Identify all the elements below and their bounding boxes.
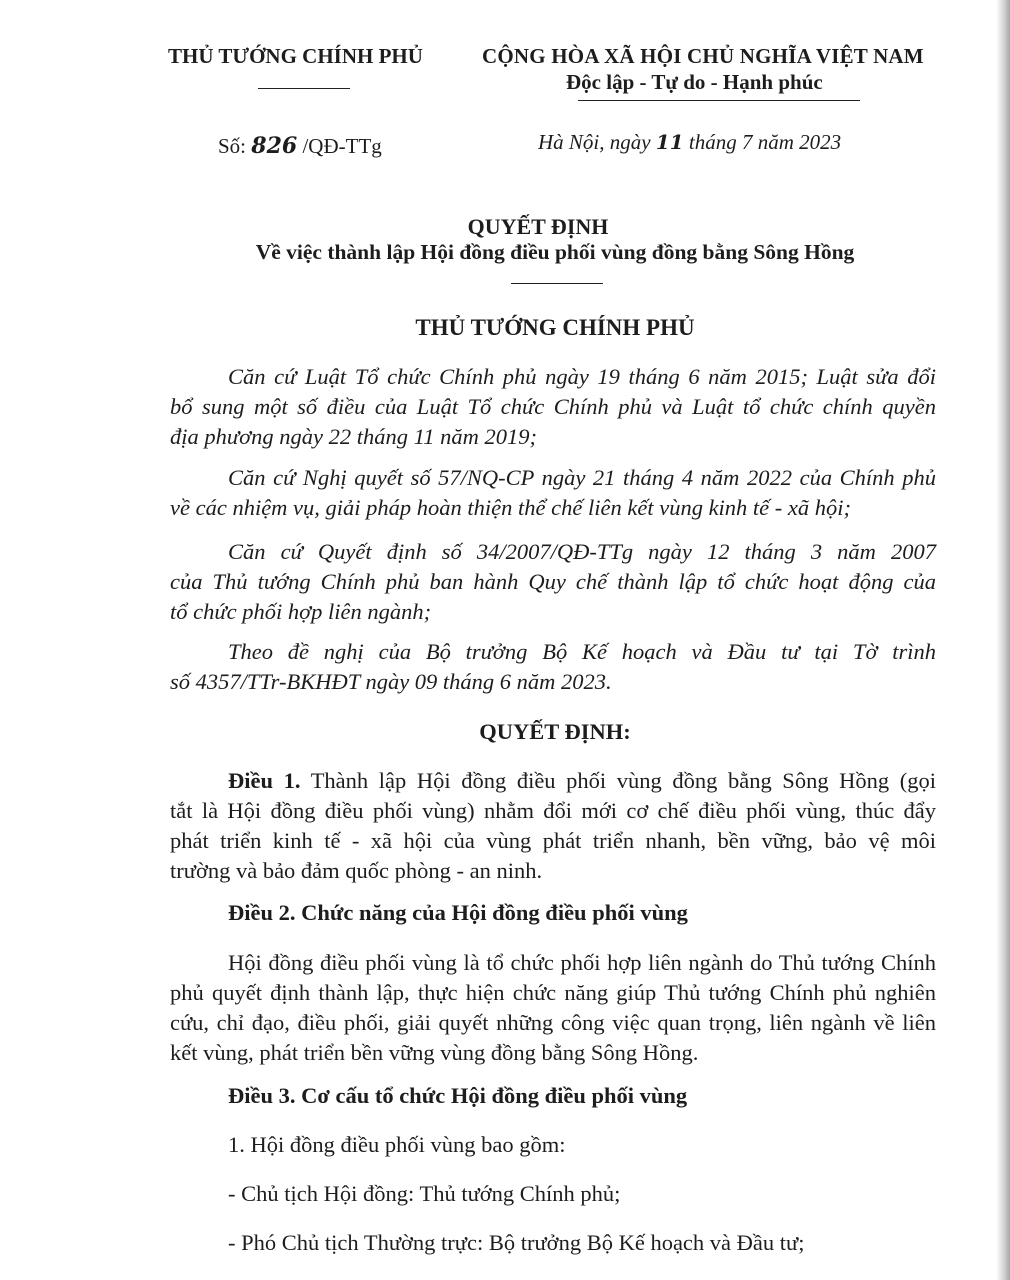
subject-underline: [511, 283, 603, 284]
basis-1-line-2: bổ sung một số điều của Luật Tổ chức Chính phủ và Luật tổ chức chính quyền: [170, 394, 936, 419]
issuer-heading: THỦ TƯỚNG CHÍNH PHỦ: [415, 315, 695, 340]
decision-title: QUYẾT ĐỊNH: [467, 214, 609, 239]
date-prefix: Hà Nội, ngày: [538, 130, 651, 154]
article-3-item-3: - Phó Chủ tịch Thường trực: Bộ trưởng Bộ Kế hoạch và Đầu tư;: [228, 1230, 805, 1255]
article-2-body: [170, 948, 936, 1068]
article-1-line-3: phát triển kinh tế - xã hội của vùng phát triển nhanh, bền vững, bảo vệ môi: [170, 828, 936, 853]
country-name: CỘNG HÒA XÃ HỘI CHỦ NGHĨA VIỆT NAM: [482, 44, 924, 68]
agency-underline: [258, 88, 350, 89]
basis-4-line-2: số 4357/TTr-BKHĐT ngày 09 tháng 6 năm 2023.: [170, 669, 612, 694]
handwritten-day: 11: [655, 130, 684, 154]
agency-name: THỦ TƯỚNG CHÍNH PHỦ: [168, 44, 423, 68]
national-motto: Độc lập - Tự do - Hạnh phúc: [566, 70, 823, 94]
basis-2-line-1: Căn cứ Nghị quyết số 57/NQ-CP ngày 21 tháng 4 năm 2022 của Chính phủ: [228, 465, 936, 490]
article-3-heading: Điều 3. Cơ cấu tổ chức Hội đồng điều phối vùng: [228, 1083, 688, 1108]
basis-1-line-1: Căn cứ Luật Tổ chức Chính phủ ngày 19 tháng 6 năm 2015; Luật sửa đổi: [228, 364, 936, 389]
article-2-line-3: cứu, chỉ đạo, điều phối, giải quyết những công việc quan trọng, liên ngành về liên: [170, 1010, 936, 1035]
article-2-line-1: Hội đồng điều phối vùng là tổ chức phối hợp liên ngành do Thủ tướng Chính: [228, 950, 936, 975]
decision-subject: Về việc thành lập Hội đồng điều phối vùng đồng bằng Sông Hồng: [255, 240, 855, 264]
article-2-heading: Điều 2. Chức năng của Hội đồng điều phối vùng: [228, 900, 688, 925]
basis-2: [170, 463, 936, 523]
date-suffix: tháng 7 năm 2023: [688, 130, 842, 154]
article-2-line-4: kết vùng, phát triển bền vững vùng đồng bằng Sông Hồng.: [170, 1040, 699, 1065]
article-1-label: Điều 1.: [228, 768, 301, 793]
page-edge-shadow: [996, 0, 1010, 1280]
article-3-item-2: - Chủ tịch Hội đồng: Thủ tướng Chính phủ;: [228, 1181, 621, 1206]
basis-3-line-3: tổ chức phối hợp liên ngành;: [170, 599, 432, 624]
handwritten-number: 826: [251, 133, 298, 159]
article-1-line-1-text: Thành lập Hội đồng điều phối vùng đồng bằng Sông Hồng (gọi: [310, 768, 937, 793]
article-1-line-2: tắt là Hội đồng điều phối vùng) nhằm đổi mới cơ chế điều phối vùng, thúc đẩy: [170, 798, 936, 823]
basis-4: [170, 637, 936, 697]
number-prefix: Số:: [218, 134, 247, 158]
basis-3-line-1: Căn cứ Quyết định số 34/2007/QĐ-TTg ngày 12 tháng 3 năm 2007: [228, 539, 936, 564]
basis-1-line-3: địa phương ngày 22 tháng 11 năm 2019;: [170, 424, 537, 449]
basis-2-line-2: về các nhiệm vụ, giải pháp hoàn thiện thể chế liên kết vùng kinh tế - xã hội;: [170, 495, 852, 520]
document-date: [538, 130, 841, 155]
basis-3-line-2: của Thủ tướng Chính phủ ban hành Quy chế thành lập tổ chức hoạt động của: [170, 569, 936, 594]
article-1-line-1: [170, 766, 936, 796]
motto-underline: [578, 100, 860, 101]
basis-3: [170, 537, 936, 627]
document-number: [218, 133, 382, 159]
number-suffix: /QĐ-TTg: [302, 134, 382, 158]
basis-1: [170, 362, 936, 452]
article-1-line-4: trường và bảo đảm quốc phòng - an ninh.: [170, 858, 543, 883]
article-2-line-2: phủ quyết định thành lập, thực hiện chức năng giúp Thủ tướng Chính phủ nghiên: [170, 980, 936, 1005]
decision-heading: QUYẾT ĐỊNH:: [479, 719, 631, 744]
article-3-item-1: 1. Hội đồng điều phối vùng bao gồm:: [228, 1132, 566, 1157]
basis-4-line-1: Theo đề nghị của Bộ trưởng Bộ Kế hoạch và Đầu tư tại Tờ trình: [228, 639, 936, 664]
article-1: [170, 766, 936, 886]
